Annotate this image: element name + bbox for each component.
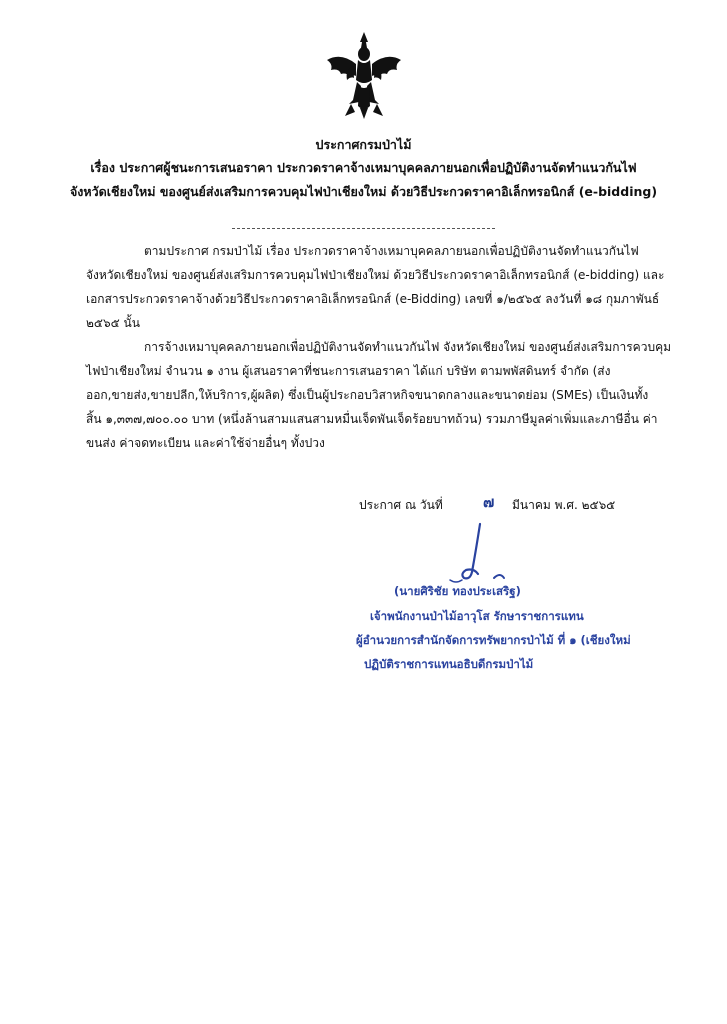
announcement-date-prefix: ประกาศ ณ วันที่ bbox=[359, 498, 443, 512]
garuda-emblem-icon bbox=[323, 30, 405, 120]
announcement-month-year: มีนาคม พ.ศ. ๒๕๖๕ bbox=[512, 498, 616, 512]
para2-line-3: ออก,ขายส่ง,ขายปลีก,ให้บริการ,ผู้ผลิต) ซึ่งเป็นผู้ประกอบวิสาหกิจขนาดกลางและขนาดย่อม (SMEs) เป็นเงินทั้ง bbox=[86, 388, 649, 402]
subject-line-1: เรื่อง ประกาศผู้ชนะการเสนอราคา ประกวดราคาจ้างเหมาบุคคลภายนอกเพื่อปฏิบัติงานจัดทำแนวกันไฟ bbox=[90, 160, 637, 175]
para1-line-3: เอกสารประกวดราคาจ้างด้วยวิธีประกวดราคาอิเล็กทรอนิกส์ (e-Bidding) เลขที่ ๑/๒๕๖๕ ลงวันที่ ๑๘ กุมภาพันธ์ bbox=[86, 292, 660, 306]
announcement-day: ๗ bbox=[483, 493, 495, 511]
para1-line-4: ๒๕๖๕ นั้น bbox=[86, 316, 140, 330]
para2-line-5: ขนส่ง ค่าจดทะเบียน และค่าใช้จ่ายอื่นๆ ทั้งปวง bbox=[86, 436, 325, 450]
divider bbox=[232, 228, 495, 229]
para2-line-1: การจ้างเหมาบุคคลภายนอกเพื่อปฏิบัติงานจัดทำแนวกันไฟ จังหวัดเชียงใหม่ ของศูนย์ส่งเสริมการควบคุม bbox=[144, 340, 672, 354]
para1-line-2: จังหวัดเชียงใหม่ ของศูนย์ส่งเสริมการควบคุมไฟป่าเชียงใหม่ ด้วยวิธีประกวดราคาอิเล็กทรอนิกส์ (e-bidding) และ bbox=[86, 268, 665, 282]
signatory-name: (นายศิริชัย ทองประเสริฐ) bbox=[394, 584, 521, 598]
para1-line-1: ตามประกาศ กรมป่าไม้ เรื่อง ประกวดราคาจ้างเหมาบุคคลภายนอกเพื่อปฏิบัติงานจัดทำแนวกันไฟ bbox=[144, 244, 639, 258]
document-title: ประกาศกรมป่าไม้ bbox=[315, 137, 412, 152]
signatory-position-2: ผู้อำนวยการสำนักจัดการทรัพยากรป่าไม้ ที่ ๑ (เชียงใหม่ bbox=[356, 633, 631, 647]
signatory-position-3: ปฏิบัติราชการแทนอธิบดีกรมป่าไม้ bbox=[364, 657, 534, 671]
subject-line-2: จังหวัดเชียงใหม่ ของศูนย์ส่งเสริมการควบคุมไฟป่าเชียงใหม่ ด้วยวิธีประกวดราคาอิเล็กทรอนิกส์ (e-bidding) bbox=[69, 184, 658, 199]
signatory-position-1: เจ้าพนักงานป่าไม้อาวุโส รักษาราชการแทน bbox=[370, 609, 584, 623]
handwritten-signature-icon bbox=[420, 520, 530, 590]
para2-line-4: สิ้น ๑,๓๓๗,๗๐๐.๐๐ บาท (หนึ่งล้านสามแสนสามหมื่นเจ็ดพันเจ็ดร้อยบาทถ้วน) รวมภาษีมูลค่าเพิ่มและภาษีอื่น ค่า bbox=[86, 412, 658, 426]
para2-line-2: ไฟป่าเชียงใหม่ จำนวน ๑ งาน ผู้เสนอราคาที่ชนะการเสนอราคา ได้แก่ บริษัท ตามพพัสดินทร์ จำกัด (ส่ง bbox=[86, 364, 611, 378]
